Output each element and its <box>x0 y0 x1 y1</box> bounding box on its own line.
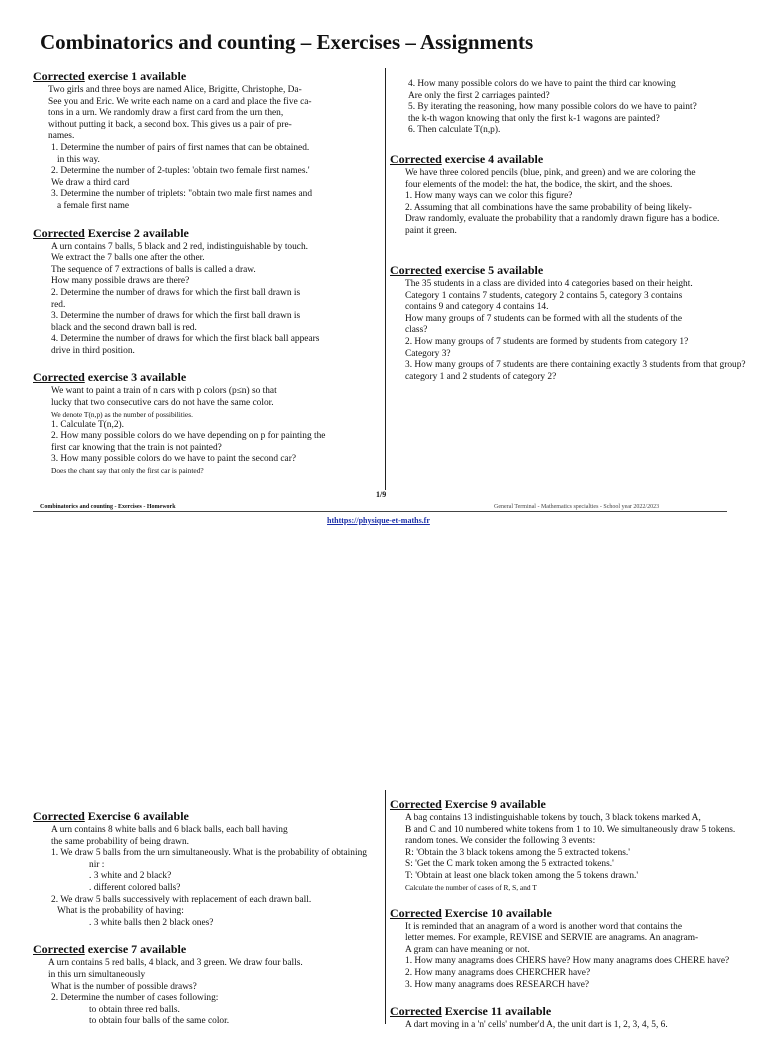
question-item: 1. Determine the number of pairs of first names that can be obtained. <box>51 142 310 153</box>
question-item: 1. Calculate T(n,2). <box>51 419 124 430</box>
column-divider <box>385 790 386 1024</box>
exercise-4 <box>390 152 768 238</box>
right-column-page1 <box>390 79 768 150</box>
exercise-7 <box>33 942 378 1028</box>
footer-left: Combinatorics and counting - Exercises - Homework <box>40 504 176 510</box>
exercise-3-heading: Corrected exercise 3 available <box>33 370 187 385</box>
event-item: S: 'Get the C mark token among the 5 extracted tokens.' <box>405 859 614 870</box>
text-line: Are only the first 2 carriages painted? <box>408 90 550 101</box>
text-line: A urn contains 7 balls, 5 black and 2 red, indistinguishable by touch. <box>51 241 308 252</box>
text-line: to obtain four balls of the same color. <box>89 1016 230 1027</box>
text-line: contains 9 and category 4 contains 14. <box>405 302 549 313</box>
question-item: What is the number of possible draws? <box>51 981 197 992</box>
question-item: 3. Determine the number of triplets: "obtain two male first names and <box>51 189 313 200</box>
question-item: 6. Then calculate T(n,p). <box>408 125 501 136</box>
text-line: lucky that two consecutive cars do not have the same color. <box>51 398 274 409</box>
corrected-link[interactable]: Corrected <box>390 152 442 166</box>
text-line: names. <box>48 131 75 142</box>
text-line: B and C and 10 numbered white tokens from 1 to 10. We simultaneously draw 5 tokens. <box>405 824 736 835</box>
text-line: red. <box>51 299 66 310</box>
question-item: 2. Determine the number of draws for which the first ball drawn is <box>51 287 301 298</box>
corrected-link[interactable]: Corrected <box>33 942 85 957</box>
question-item: 1. How many ways can we color this figure? <box>405 191 573 202</box>
question-item: 1. We draw 5 balls from the urn simultaneously. What is the probability of obtaining <box>51 848 367 859</box>
text-line: drive in third position. <box>51 345 135 356</box>
question-item: 4. How many possible colors do we have to paint the third car knowing <box>408 79 676 89</box>
text-line: the k-th wagon knowing that only the first k-1 wagons are painted? <box>408 113 660 124</box>
text-line: The 35 students in a class are divided into 4 categories based on their height. <box>405 279 693 289</box>
exercise-7-heading: Corrected exercise 7 available <box>33 942 187 957</box>
question-item: 2. We draw 5 balls successively with replacement of each drawn ball. <box>51 894 312 905</box>
text-line: We want to paint a train of n cars with p colors (p≤n) so that <box>51 386 277 397</box>
text-line: We extract the 7 balls one after the other. <box>51 253 205 264</box>
text-line: Does the chant say that only the first car is painted? <box>51 466 204 476</box>
exercise-2 <box>33 226 378 358</box>
text-line: Category 1 contains 7 students, category 2 contains 5, category 3 contains <box>405 290 683 301</box>
exercise-1 <box>33 69 378 213</box>
page-title: Combinatorics and counting – Exercises – Assignments <box>40 30 534 54</box>
exercise-5-heading: Corrected exercise 5 available <box>390 263 544 277</box>
text-line: a female first name <box>57 200 130 211</box>
website-link[interactable]: hthttps://physique-et-maths.fr <box>327 516 430 525</box>
text-line: to obtain three red balls. <box>89 1004 180 1015</box>
corrected-link[interactable]: Corrected <box>33 809 85 823</box>
question-item: 3. How many possible colors do we have to paint the second car? <box>51 454 296 465</box>
question-item: 2. Determine the number of cases following: <box>51 993 219 1004</box>
right-column-page1-ex5 <box>390 263 768 396</box>
corrected-link[interactable]: Corrected <box>390 263 442 277</box>
corrected-link[interactable]: Corrected <box>33 69 85 83</box>
text-line: Two girls and three boys are named Alice, Brigitte, Christophe, Da- <box>48 85 302 95</box>
text-line: paint it green. <box>405 225 457 236</box>
question-item: 2. How many possible colors do we have depending on p for painting the <box>51 431 326 442</box>
question-item: 2. How many groups of 7 students are formed by students from category 1? <box>405 336 689 347</box>
corrected-link[interactable]: Corrected <box>33 225 85 240</box>
event-item: R: 'Obtain the 3 black tokens among the 5 extracted tokens.' <box>405 847 630 858</box>
footer-divider <box>33 511 727 512</box>
text-line: How many groups of 7 students can be formed with all the students of the <box>405 313 683 324</box>
text-line: . 3 white and 2 black? <box>89 871 172 882</box>
text-line: A dart moving in a 'n' cells' number'd A, the unit dart is 1, 2, 3, 4, 5, 6. <box>405 1020 668 1031</box>
exercise-5 <box>390 263 768 383</box>
question-item: 5. By iterating the reasoning, how many possible colors do we have to paint? <box>408 102 697 113</box>
page-number: 1/9 <box>376 490 387 499</box>
exercise-2-heading: Corrected Exercise 2 available <box>33 225 189 240</box>
text-line: random tones. We consider the following 3 events: <box>405 836 596 847</box>
right-column-page1-ex4 <box>390 152 768 251</box>
exercise-9 <box>390 797 768 893</box>
exercise-1-heading: Corrected exercise 1 available <box>33 69 187 83</box>
text-line: It is reminded that an anagram of a word is another word that contains the <box>405 921 682 932</box>
question-item: 4. Determine the number of draws for which the first black ball appears <box>51 334 320 345</box>
text-line: the same probability of being drawn. <box>51 836 189 847</box>
footer-right: General Terminal - Mathematics specialties - School year 2022/2023 <box>494 504 660 510</box>
text-line: Calculate the number of cases of R, S, and T <box>405 882 537 892</box>
text-line: The sequence of 7 extractions of balls is called a draw. <box>51 264 256 275</box>
text-line: A urn contains 5 red balls, 4 black, and 3 green. We draw four balls. <box>48 958 303 969</box>
column-divider <box>385 68 386 490</box>
text-line: class? <box>405 325 428 336</box>
right-column-page2 <box>390 797 768 1045</box>
text-line: four elements of the model: the hat, the bodice, the skirt, and the shoes. <box>405 179 673 190</box>
corrected-link[interactable]: Corrected <box>390 905 442 920</box>
exercise-10-heading: Corrected Exercise 10 available <box>390 905 552 920</box>
text-line: . 3 white balls then 2 black ones? <box>89 917 214 928</box>
text-line: . different colored balls? <box>89 882 181 893</box>
question-item: 3. How many anagrams does RESEARCH have? <box>405 979 590 990</box>
question-item: 2. Assuming that all combinations have the same probability of being likely- <box>405 202 692 213</box>
text-line: without putting it back, a second box. This gives us a pair of pre- <box>48 119 292 130</box>
text-line: A bag contains 13 indistinguishable tokens by touch, 3 black tokens marked A, <box>405 813 701 823</box>
exercise-3-continued <box>390 79 768 137</box>
text-line: Draw randomly, evaluate the probability that a randomly drawn figure has a bodice. <box>405 214 720 225</box>
text-line: We have three colored pencils (blue, pink, and green) and we are coloring the <box>405 168 696 178</box>
text-line: category 1 and 2 students of category 2? <box>405 371 557 382</box>
question-item: 3. Determine the number of draws for which the first ball drawn is <box>51 311 301 322</box>
text-line: letter memes. For example, REVISE and SERVIE are anagrams. An anagram- <box>405 933 699 944</box>
text-line: nir : <box>89 859 105 870</box>
text-line: in this urn simultaneously <box>48 969 146 980</box>
text-line: in this way. <box>57 154 100 165</box>
left-column-page2 <box>33 809 378 1041</box>
exercise-6-heading: Corrected Exercise 6 available <box>33 809 189 823</box>
exercise-3 <box>33 370 378 476</box>
text-line: See you and Eric. We write each name on a card and place the five ca- <box>48 96 312 107</box>
event-item: T: 'Obtain at least one black token among the 5 tokens drawn.' <box>405 870 639 881</box>
exercise-11-heading: Corrected Exercise 11 available <box>390 1004 552 1019</box>
exercise-10 <box>390 906 768 992</box>
corrected-link[interactable]: Corrected <box>33 370 85 385</box>
exercise-11 <box>390 1004 768 1032</box>
exercise-6 <box>33 809 378 929</box>
exercise-4-heading: Corrected exercise 4 available <box>390 152 544 166</box>
corrected-link[interactable]: Corrected <box>390 797 442 811</box>
question-item: 2. How many anagrams does CHERCHER have? <box>405 967 591 978</box>
question-item: 3. How many groups of 7 students are there containing exactly 3 students from that group? <box>405 360 746 371</box>
text-line: black and the second drawn ball is red. <box>51 322 197 333</box>
text-line: A urn contains 8 white balls and 6 black balls, each ball having <box>51 825 288 835</box>
exercise-9-heading: Corrected Exercise 9 available <box>390 797 546 811</box>
question-item: 2. Determine the number of 2-tuples: 'obtain two female first names.' <box>51 166 310 177</box>
left-column-page1 <box>33 69 378 489</box>
text-line: What is the probability of having: <box>57 906 184 917</box>
text-line: tons in a urn. We randomly draw a first card from the urn then, <box>48 108 284 119</box>
text-line: We denote T(n,p) as the number of possibilities. <box>51 409 193 419</box>
text-line: We draw a third card <box>51 177 130 188</box>
text-line: first car knowing that the train is not painted? <box>51 442 222 453</box>
question-item: 1. How many anagrams does CHERS have? How many anagrams does CHERE have? <box>405 956 730 967</box>
corrected-link[interactable]: Corrected <box>390 1004 442 1019</box>
text-line: A gram can have meaning or not. <box>405 944 530 955</box>
text-line: How many possible draws are there? <box>51 276 190 287</box>
text-line: Category 3? <box>405 348 451 359</box>
